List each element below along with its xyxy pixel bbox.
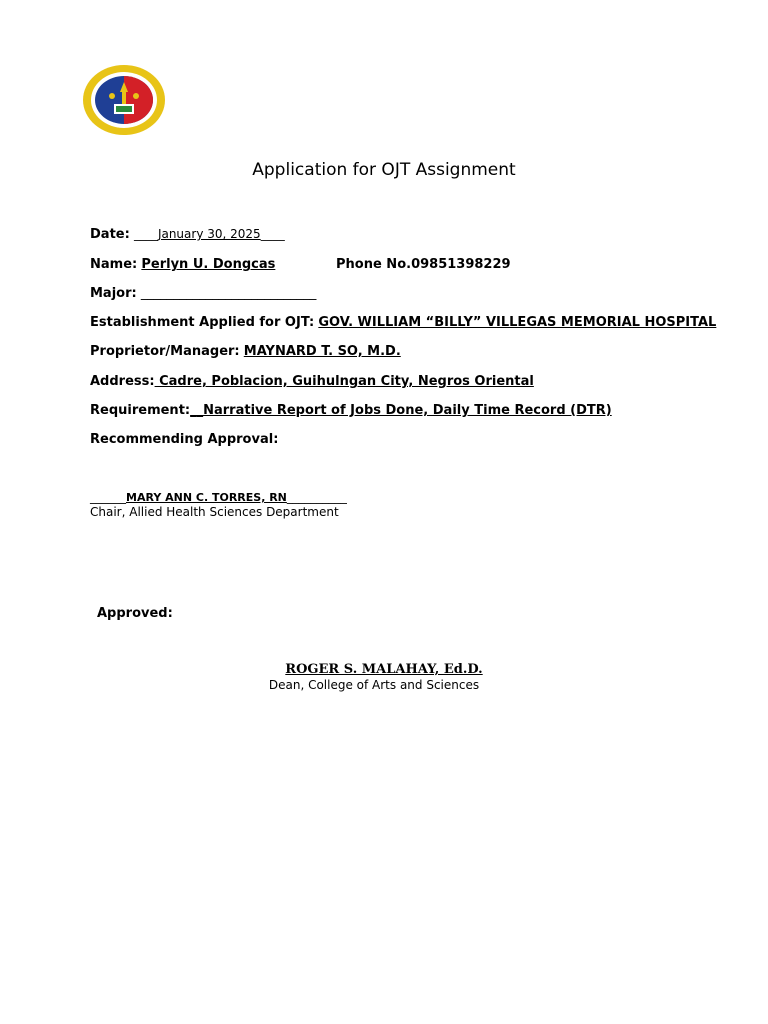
- requirement-value: __Narrative Report of Jobs Done, Daily Time Record (DTR): [190, 403, 612, 418]
- approving-signatory-position: Dean, College of Arts and Sciences: [268, 678, 480, 692]
- page-title: Application for OJT Assignment: [252, 160, 516, 180]
- university-seal-logo: [82, 64, 166, 136]
- date-pre-blank: ____: [133, 227, 158, 241]
- approving-signatory-name: ROGER S. MALAHAY, Ed.D.: [285, 662, 483, 677]
- proprietor-value: MAYNARD T. SO, M.D.: [243, 344, 401, 359]
- recommending-signatory-position: Chair, Allied Health Sciences Department: [90, 505, 339, 519]
- name-row: [90, 257, 275, 272]
- phone-label: Phone No.: [336, 257, 412, 272]
- approved-label: Approved:: [97, 606, 173, 621]
- major-value: ___________________________: [140, 286, 317, 301]
- phone-row: [336, 257, 511, 272]
- establishment-row: [90, 315, 716, 330]
- address-label: Address:: [90, 374, 155, 389]
- address-value: Cadre, Poblacion, Guihulngan City, Negros Oriental: [154, 374, 534, 389]
- phone-value: 09851398229: [411, 257, 511, 272]
- address-row: [90, 374, 534, 389]
- recommending-post-blank: __________: [286, 490, 347, 504]
- requirement-label: Requirement:: [90, 403, 191, 418]
- requirement-row: [90, 403, 612, 418]
- major-label: Major:: [90, 286, 137, 301]
- proprietor-row: [90, 344, 401, 359]
- establishment-value: GOV. WILLIAM “BILLY” VILLEGAS MEMORIAL HOSPITAL: [318, 315, 717, 330]
- recommending-signatory-name: MARY ANN C. TORRES, RN: [126, 491, 287, 504]
- recommending-approval-label-row: [90, 432, 278, 447]
- approved-label-row: [97, 606, 173, 621]
- name-label: Name:: [90, 257, 138, 272]
- date-row: [90, 227, 285, 242]
- recommending-pre-blank: ______: [90, 490, 126, 504]
- date-value: January 30, 2025: [157, 227, 261, 241]
- establishment-label: Establishment Applied for OJT:: [90, 315, 315, 330]
- date-label: Date:: [90, 227, 130, 242]
- recommending-approval-label: Recommending Approval:: [90, 432, 279, 447]
- proprietor-label: Proprietor/Manager:: [90, 344, 240, 359]
- name-value: Perlyn U. Dongcas: [141, 257, 276, 272]
- major-row: [90, 286, 316, 301]
- recommending-signature-line: [90, 490, 347, 505]
- date-post-blank: ____: [260, 227, 285, 241]
